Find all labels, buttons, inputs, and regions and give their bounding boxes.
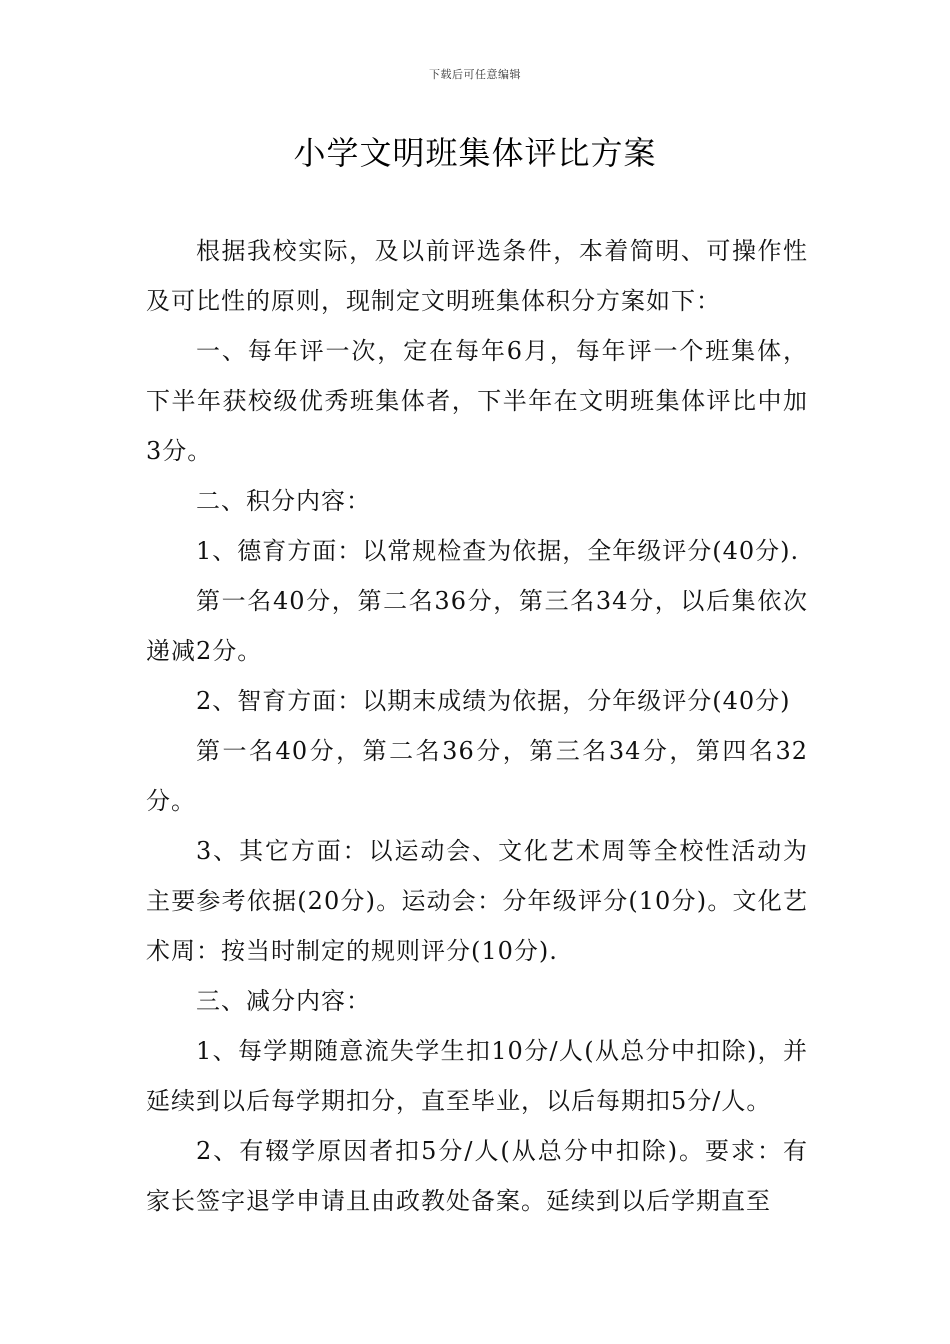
paragraph: 1、德育方面：以常规检查为依据，全年级评分(40分).: [196, 537, 800, 565]
section-heading: 二、积分内容：: [196, 487, 371, 515]
paragraph: 3、其它方面：以运动会、文化艺术周等全校性活动为主要参考依据(20分)。运动会：分年级评分(10分)。文化艺术周：按当时制定的规则评分(10分).: [146, 837, 808, 965]
paragraph: 2、智育方面：以期末成绩为依据，分年级评分(40分): [196, 687, 791, 715]
document-body: [146, 226, 808, 1226]
header-note: 下载后可任意编辑: [429, 68, 521, 81]
paragraph: 根据我校实际，及以前评选条件，本着简明、可操作性及可比性的原则，现制定文明班集体积分方案如下：: [146, 237, 808, 315]
paragraph: 第一名40分，第二名36分，第三名34分，以后集依次递减2分。: [146, 587, 808, 665]
paragraph: 一、每年评一次，定在每年6月，每年评一个班集体，下半年获校级优秀班集体者，下半年在文明班集体评比中加3分。: [146, 337, 808, 465]
document-title: 小学文明班集体评比方案: [293, 134, 657, 172]
paragraph: 2、有辍学原因者扣5分/人(从总分中扣除)。要求：有家长签字退学申请且由政教处备案。延续到以后学期直至: [146, 1137, 808, 1215]
paragraph: 1、每学期随意流失学生扣10分/人(从总分中扣除)，并延续到以后每学期扣分，直至毕业，以后每期扣5分/人。: [146, 1037, 808, 1115]
section-heading: 三、减分内容：: [196, 987, 371, 1015]
paragraph: 第一名40分，第二名36分，第三名34分，第四名32分。: [146, 737, 808, 815]
